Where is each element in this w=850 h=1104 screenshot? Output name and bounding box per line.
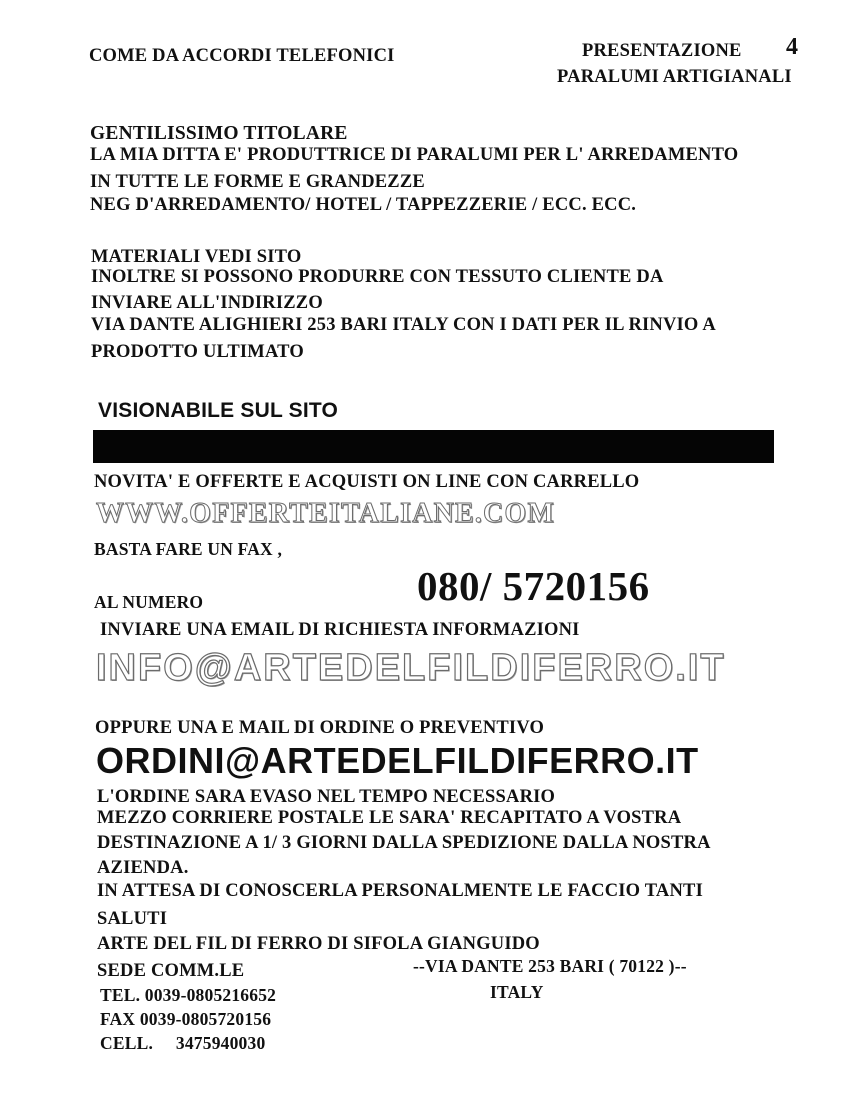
intro-line: NEG D'ARREDAMENTO/ HOTEL / TAPPEZZERIE / ECC. ECC. [90,195,637,215]
email-prompt: INVIARE UNA EMAIL DI RICHIESTA INFORMAZIONI [100,620,580,640]
header-product-label: PARALUMI ARTIGIANALI [557,67,792,87]
cell-number: CELL. 3475940030 [100,1033,266,1053]
header-presentation-label: PRESENTAZIONE [582,41,742,61]
closing-line: AZIENDA. [97,858,189,878]
company-address: --VIA DANTE 253 BARI ( 70122 )-- [413,956,687,976]
number-label: AL NUMERO [94,592,204,612]
header-page-number: 4 [786,34,799,60]
order-prompt: OPPURE UNA E MAIL DI ORDINE O PREVENTIVO [95,718,545,738]
intro-line: IN TUTTE LE FORME E GRANDEZZE [90,172,425,192]
materials-line: INOLTRE SI POSSONO PRODURRE CON TESSUTO CLIENTE DA [91,267,664,287]
fax-number: FAX 0039-0805720156 [100,1009,272,1029]
redaction-bar [93,430,774,463]
closing-line: SALUTI [97,909,168,929]
company-country: ITALY [490,982,544,1002]
fax-number-large: 080/ 5720156 [417,563,650,609]
tel-number: TEL. 0039-0805216652 [100,985,277,1005]
closing-line: MEZZO CORRIERE POSTALE LE SARA' RECAPITATO A VOSTRA [97,808,682,828]
closing-line: L'ORDINE SARA EVASO NEL TEMPO NECESSARIO [97,787,556,807]
materials-line: INVIARE ALL'INDIRIZZO [91,293,323,313]
order-email: ORDINI@ARTEDELFILDIFERRO.IT [96,740,699,781]
materials-line: MATERIALI VEDI SITO [91,247,302,267]
website-url: WWW.OFFERTEITALIANE.COM [96,498,556,529]
header-left-text: COME DA ACCORDI TELEFONICI [89,46,395,66]
greeting: GENTILISSIMO TITOLARE [90,123,348,144]
materials-line: VIA DANTE ALIGHIERI 253 BARI ITALY CON I DATI PER IL RINVIO A [91,315,716,335]
company-name: ARTE DEL FIL DI FERRO DI SIFOLA GIANGUIDO [97,934,540,954]
intro-line: LA MIA DITTA E' PRODUTTRICE DI PARALUMI PER L' ARREDAMENTO [90,145,739,165]
site-heading: VISIONABILE SUL SITO [98,399,339,422]
info-email: INFO@ARTEDELFILDIFERRO.IT [96,647,726,689]
offers-line: NOVITA' E OFFERTE E ACQUISTI ON LINE CON CARRELLO [94,472,640,492]
materials-line: PRODOTTO ULTIMATO [91,342,304,362]
sede-label: SEDE COMM.LE [97,961,245,981]
fax-prompt: BASTA FARE UN FAX , [94,539,283,559]
closing-line: IN ATTESA DI CONOSCERLA PERSONALMENTE LE FACCIO TANTI [97,881,703,901]
closing-line: DESTINAZIONE A 1/ 3 GIORNI DALLA SPEDIZIONE DALLA NOSTRA [97,833,711,853]
